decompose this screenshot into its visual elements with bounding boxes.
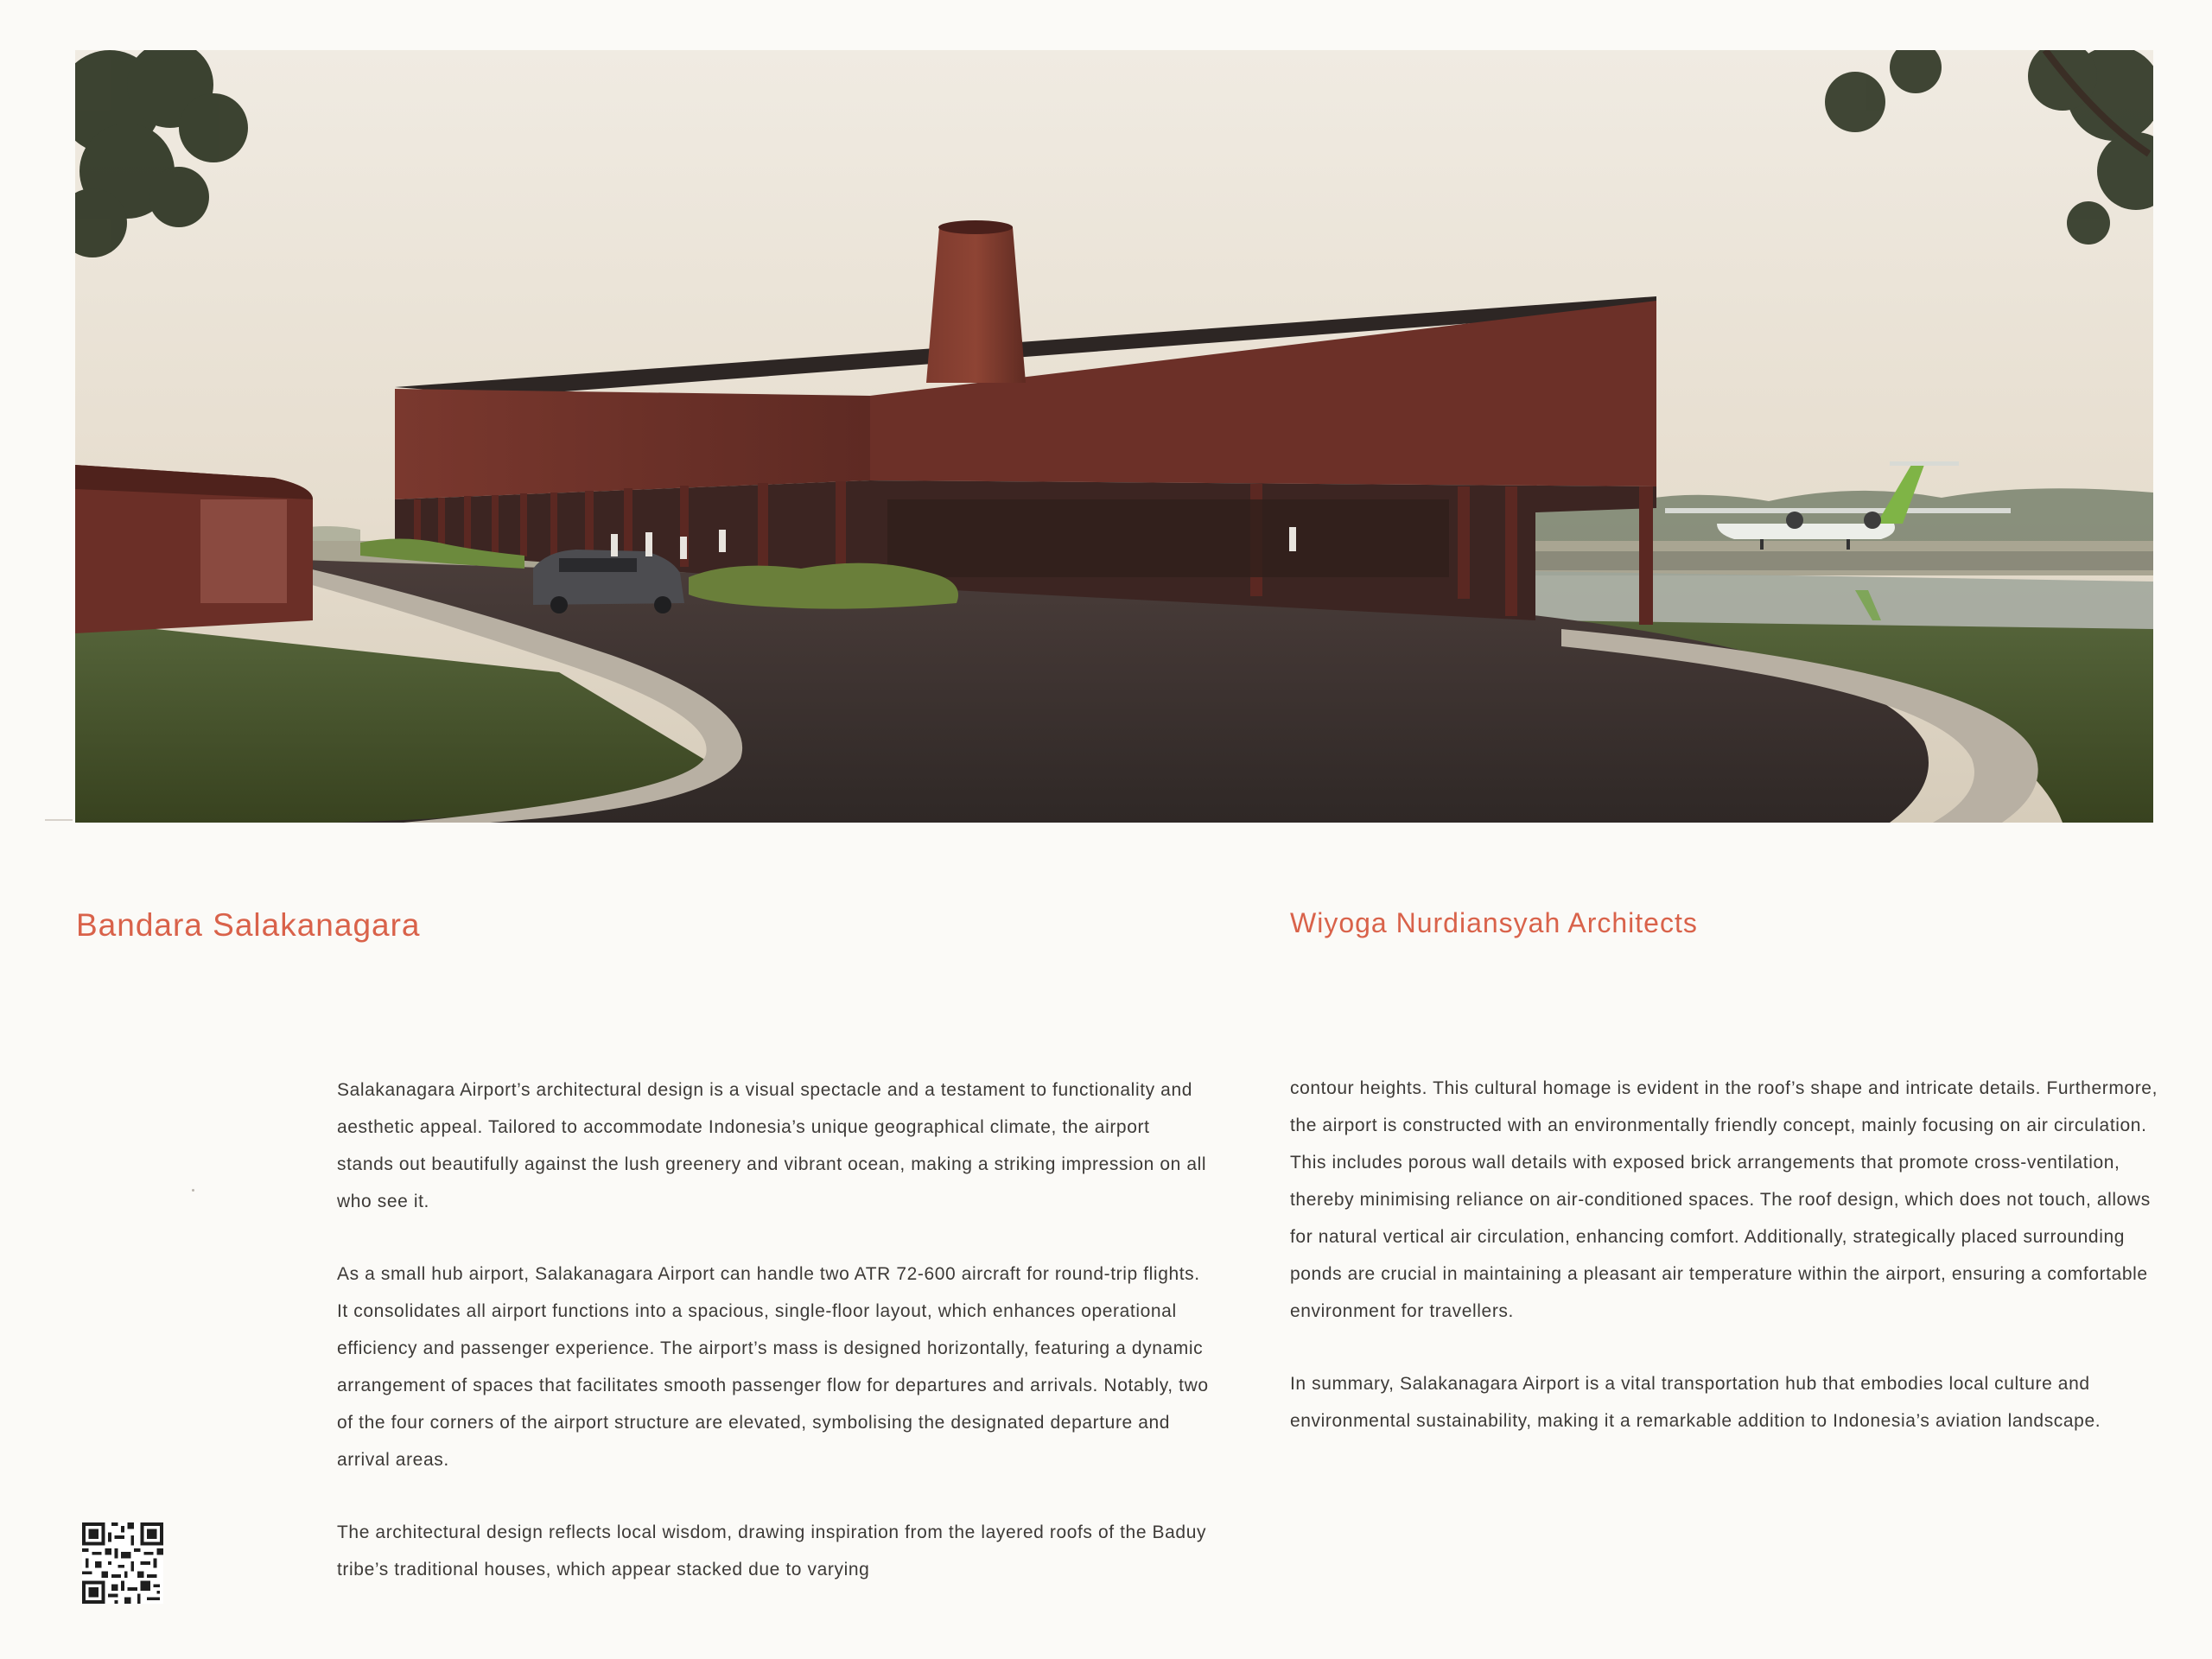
paragraph-hub: As a small hub airport, Salakanagara Airport can handle two ATR 72-600 aircraft for round-trip flights. It consolidates all airport functions into a spacious, single-floor layout, which enhances operational efficiency and passenger experience. The airport’s mass is designed horizontally, featuring a dynamic arrangement of spaces that facilitates smooth passenger flow for departures and arrivals. Notably, two of the four corners of the airport structure are elevated, symbolising the designated departure and arrival areas. <box>337 1264 1209 1470</box>
paragraph-summary: In summary, Salakanagara Airport is a vital transportation hub that embodies local culture and environmental sustainability, making it a remarkable addition to Indonesia’s aviation landscape. <box>1290 1374 2101 1431</box>
fold-mark <box>45 819 73 821</box>
body-column-right <box>1290 1070 2163 1475</box>
paragraph-intro: Salakanagara Airport’s architectural design is a visual spectacle and a testament to functionality and aesthetic appeal. Tailored to accommodate Indonesia’s unique geographical climate, the airport stands out beautifully against the lush greenery and vibrant ocean, making a striking impression on all who see it. <box>337 1080 1207 1211</box>
hero-rendering <box>75 50 2153 823</box>
paragraph-environment: contour heights. This cultural homage is evident in the roof’s shape and intricate details. Furthermore, the airport is constructed with an environmentally friendly concept, mainly focusing on air circulation. This includes porous wall details with exposed brick arrangements that promote cross-ventilation, thereby minimising reliance on air-conditioned spaces. The roof design, which does not touch, allows for natural vertical air circulation, enhancing comfort. Additionally, strategically placed surrounding ponds are crucial in maintaining a pleasant air temperature within the airport, ensuring a comfortable environment for travellers. <box>1290 1078 2158 1321</box>
qr-code-icon[interactable] <box>82 1522 163 1604</box>
car-graphic <box>533 550 684 613</box>
architect-name: Wiyoga Nurdiansyah Architects <box>1290 907 1698 938</box>
project-title: Bandara Salakanagara <box>76 907 421 943</box>
page-speck <box>192 1189 194 1192</box>
airport-rendering-image <box>75 50 2153 823</box>
body-column-left <box>337 1071 1210 1624</box>
paragraph-local-wisdom: The architectural design reflects local wisdom, drawing inspiration from the layered roofs of the Baduy tribe’s traditional houses, which appear stacked due to varying <box>337 1522 1207 1580</box>
